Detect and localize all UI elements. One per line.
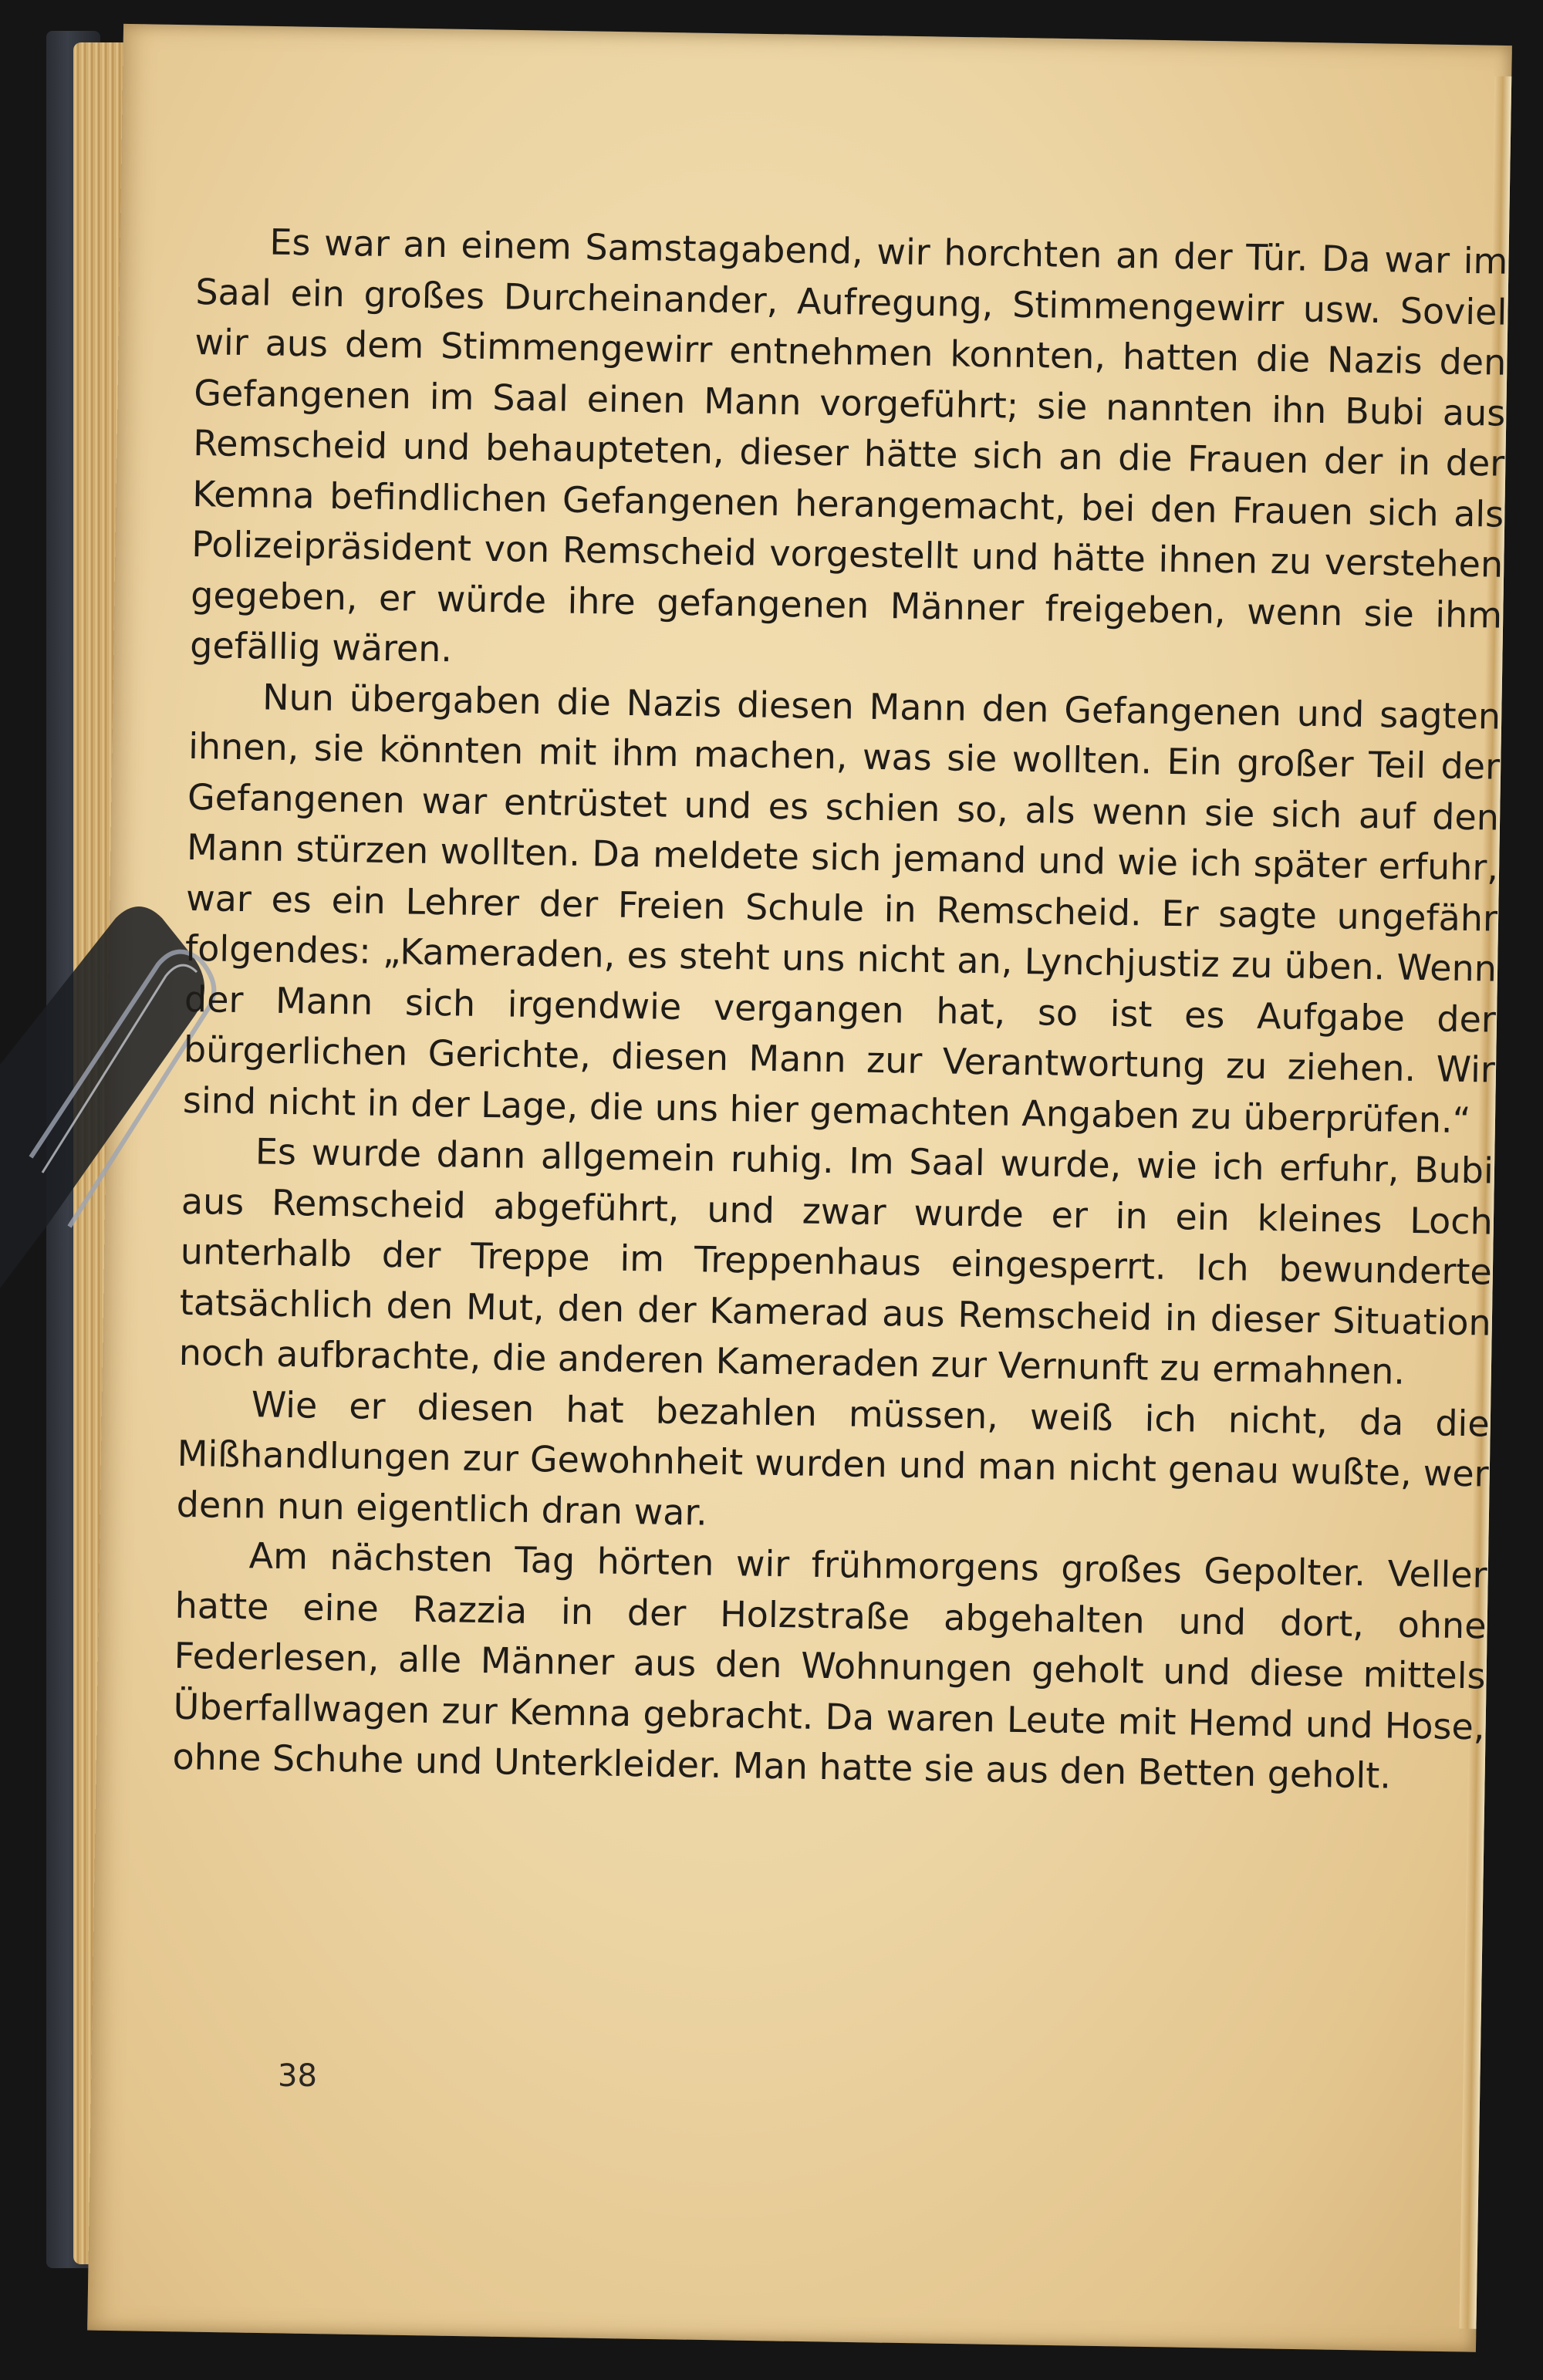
paragraph-3: Es wurde dann allgemein ruhig. Im Saal wurde, wie ich erfuhr, Bubi aus Remscheid abgeführt, und zwar wurde er in ein kleines Loch unterhalb der Treppe im Treppenhaus eingesperrt. Ich bewunderte tatsächlich den Mut, den der Kamerad aus Remscheid in dieser Situation noch aufbrachte, die anderen Kameraden zur Vernunft zu ermahnen. [178, 1130, 1494, 1393]
paragraph-2: Nun übergaben die Nazis diesen Mann den Gefangenen und sagten ihnen, sie könnten mit ihm machen, was sie wollten. Ein großer Teil der Gefangenen war entrüstet und es schien so, als wenn sie sich auf den Mann stürzen wollten. Da meldete sich jemand und wie ich später erfuhr, war es ein Lehrer der Freien Schule in Remscheid. Er sagte ungefähr folgendes: „Kameraden, es steht uns nicht an, Lynchjustiz zu üben. Wenn der Mann sich irgendwie vergangen hat, so ist es Aufgabe der bürgerlichen Gerichte, diesen Mann zur Verantwortung zu ziehen. Wir sind nicht in der Lage, die uns hier gemachten Angaben zu überprüfen.“ [182, 675, 1501, 1141]
page-number: 38 [278, 2058, 317, 2094]
paragraph-4: Wie er diesen hat bezahlen müssen, weiß ich nicht, da die Mißhandlungen zur Gewohnheit wurden und man nicht genau wußte, wer denn nun eigentlich dran war. [176, 1382, 1491, 1534]
page-text [168, 216, 1508, 2041]
paragraph-1: Es war an einem Samstagabend, wir horchten an der Tür. Da war im Saal ein großes Durcheinander, Aufregung, Stimmengewirr usw. Soviel wir aus dem Stimmengewirr entnehmen konnten, hatten die Nazis den Gefangenen im Saal einen Mann vorgeführt; sie nannten ihn Bubi aus Remscheid und behaupteten, dieser hätte sich an die Frauen der in der Kemna befindlichen Gefangenen herangemacht, bei den Frauen sich als Polizeipräsident von Remscheid vorgestellt und hätte ihnen zu verstehen gegeben, er würde ihre gefangenen Männer freigeben, wenn sie ihm gefällig wären. [189, 221, 1508, 670]
paragraph-5: Am nächsten Tag hörten wir frühmorgens großes Gepolter. Veller hatte eine Razzia in der Holzstraße abgehalten und dort, ohne Federlesen, alle Männer aus den Wohnungen geholt und diese mittels Überfallwagen zur Kemna gebracht. Da waren Leute mit Hemd und Hose, ohne Schuhe und Unterkleider. Man hatte sie aus den Betten geholt. [172, 1534, 1487, 1797]
